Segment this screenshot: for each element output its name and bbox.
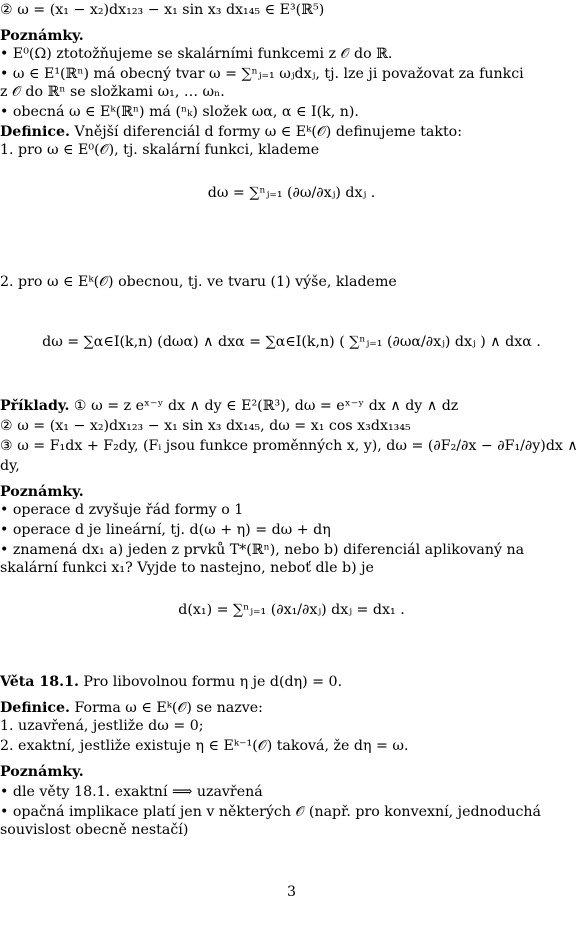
example-line-omega-2: ② ω = (x₁ − x₂)dx₁₂₃ − x₁ sin x₃ dx₁₄₅ ∈ E³(ℝ⁵) — [0, 2, 325, 18]
definition-closed-exact — [0, 700, 583, 717]
definition-text: Vnější diferenciál d formy ω ∈ Eᵏ(𝒪) definujeme takto: — [69, 124, 462, 140]
section-heading-poznamky-3: Poznámky. — [0, 764, 84, 780]
definition-label: Definice. — [0, 124, 70, 140]
bullet-exact-implies-closed: • dle věty 18.1. exaktní ⟹ uzavřená — [0, 784, 263, 800]
section-heading-poznamky-2: Poznámky. — [0, 484, 84, 500]
display-equation-d-omega-scalar: dω = ∑ⁿⱼ₌₁ (∂ω/∂xⱼ) dxⱼ . — [207, 185, 376, 201]
theorem-label: Věta 18.1. — [0, 674, 79, 690]
definition-exterior-differential — [0, 124, 583, 141]
theorem-18-1 — [0, 674, 583, 691]
bullet-d-linear: • operace d je lineární, tj. d(ω + η) = dω + dη — [0, 522, 331, 538]
bullet-dx1-meaning: • znamená dx₁ a) jeden z prvků T*(ℝⁿ), nebo b) diferenciál aplikovaný na — [0, 542, 525, 558]
bullet-dx1-continuation: skalární funkci x₁? Vyjde to nastejno, neboť dle b) je — [0, 560, 374, 576]
bullet-e1-general-form: • ω ∈ E¹(ℝⁿ) má obecný tvar ω = ∑ⁿⱼ₌₁ ωⱼdxⱼ, tj. lze ji považovat za funkci — [0, 66, 524, 82]
definition-text-2: Forma ω ∈ Eᵏ(𝒪) se nazve: — [69, 700, 263, 716]
examples-label: Příklady. — [0, 398, 70, 414]
examples-text-1: ① ω = z eˣ⁻ʸ dx ∧ dy ∈ E²(ℝ³), dω = eˣ⁻ʸ dx ∧ dy ∧ dz — [69, 398, 459, 414]
bullet-converse: • opačná implikace platí jen v některých 𝒪 (např. pro konvexní, jednoduchá — [0, 804, 541, 820]
examples-line-3: ③ ω = F₁dx + F₂dy, (Fᵢ jsou funkce proměnných x, y), dω = (∂F₂/∂x − ∂F₁/∂y)dx ∧ — [0, 438, 578, 454]
definition-item-1: 1. pro ω ∈ E⁰(𝒪), tj. skalární funkci, klademe — [0, 142, 320, 158]
definition-exact: 2. exaktní, jestliže existuje η ∈ Eᵏ⁻¹(𝒪) taková, že dη = ω. — [0, 738, 409, 754]
definition-item-2: 2. pro ω ∈ Eᵏ(𝒪) obecnou, tj. ve tvaru (1) výše, klademe — [0, 274, 397, 290]
display-equation-d-omega-general: dω = ∑α∈I(k,n) (dωα) ∧ dxα = ∑α∈I(k,n) ( ∑ⁿⱼ₌₁ (∂ωα/∂xⱼ) dxⱼ ) ∧ dxα . — [42, 334, 541, 350]
bullet-e1-continuation: z 𝒪 do ℝⁿ se složkami ω₁, … ωₙ. — [0, 84, 225, 100]
theorem-text: Pro libovolnou formu η je d(dη) = 0. — [78, 674, 343, 690]
bullet-e0-identification: • E⁰(Ω) ztotožňujeme se skalárními funkcemi z 𝒪 do ℝ. — [0, 46, 393, 62]
examples-line-1 — [0, 398, 583, 415]
bullet-d-raises-order: • operace d zvyšuje řád formy o 1 — [0, 502, 244, 518]
examples-line-2: ② ω = (x₁ − x₂)dx₁₂₃ − x₁ sin x₃ dx₁₄₅, dω = x₁ cos x₃dx₁₃₄₅ — [0, 418, 411, 434]
bullet-converse-continuation: souvislost obecně nestačí) — [0, 822, 189, 838]
section-heading-poznamky: Poznámky. — [0, 28, 84, 44]
definition-closed: 1. uzavřená, jestliže dω = 0; — [0, 718, 204, 734]
page-number: 3 — [286, 884, 297, 900]
definition-label-2: Definice. — [0, 700, 70, 716]
display-equation-d-x1: d(x₁) = ∑ⁿⱼ₌₁ (∂x₁/∂xⱼ) dxⱼ = dx₁ . — [178, 602, 405, 618]
bullet-ek-components: • obecná ω ∈ Eᵏ(ℝⁿ) má (ⁿₖ) složek ωα, α ∈ I(k, n). — [0, 104, 359, 120]
examples-line-3-cont: dy, — [0, 458, 20, 474]
